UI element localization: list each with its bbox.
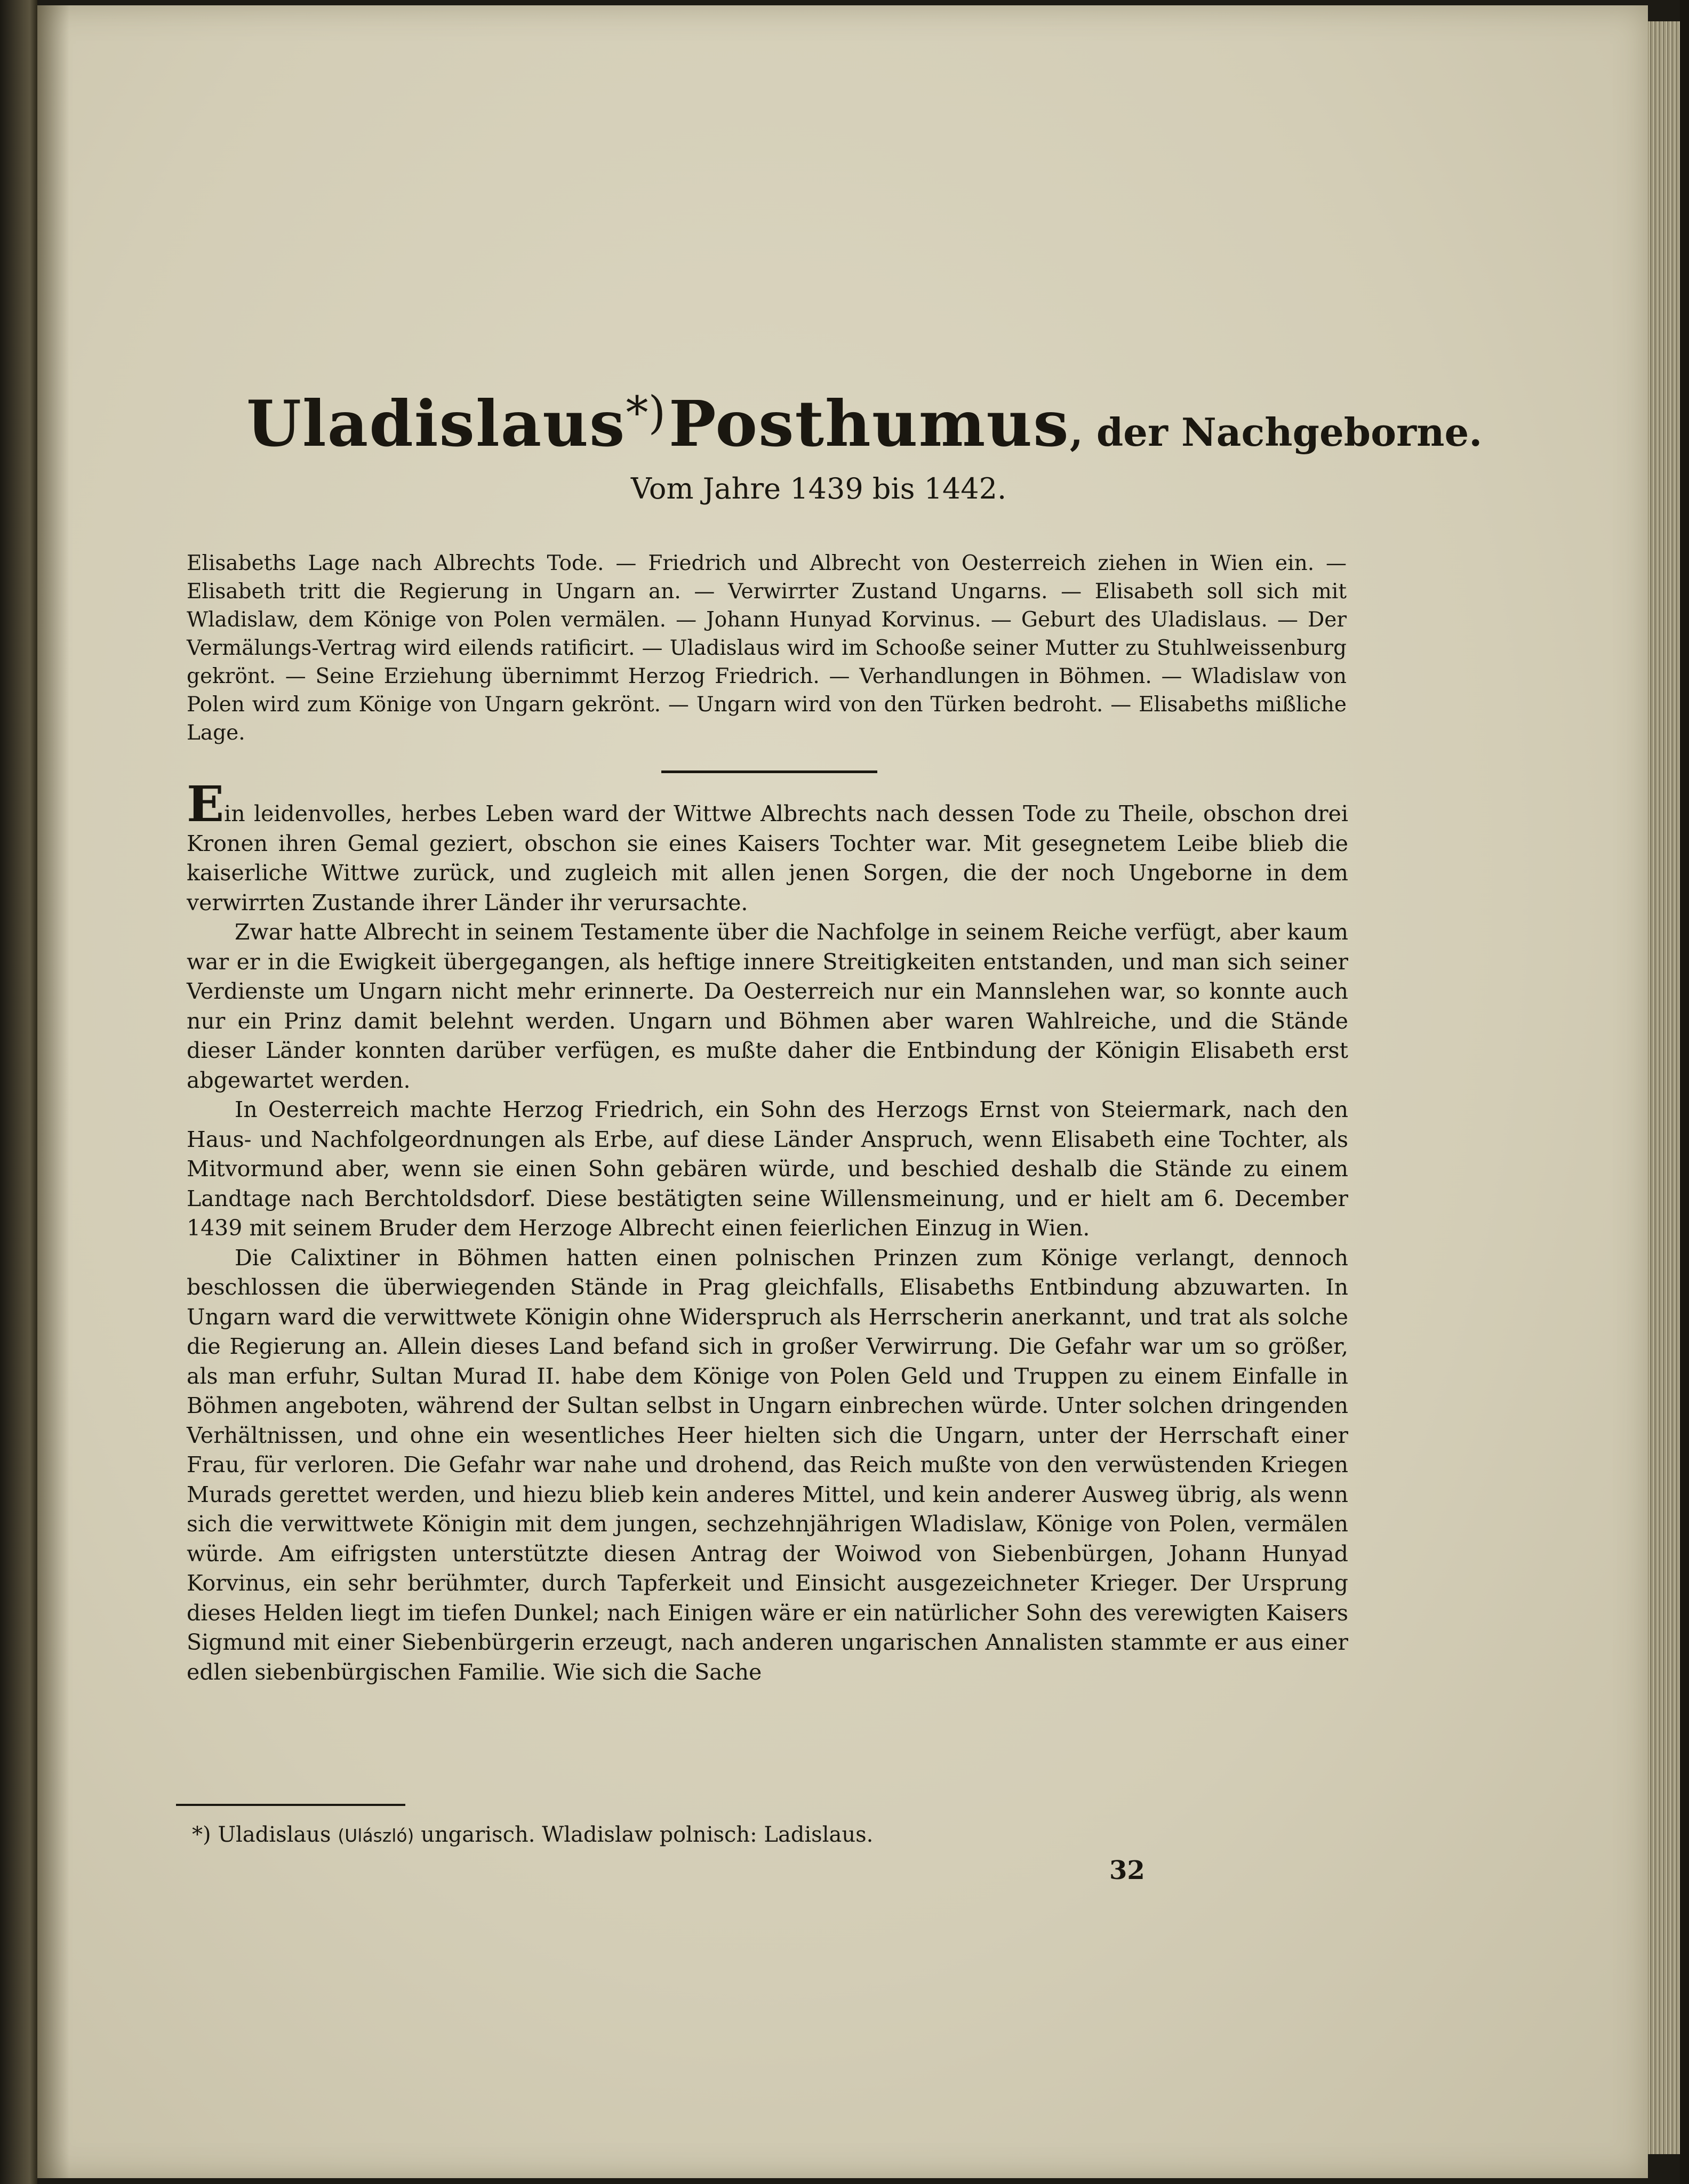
title-name: Posthumus: [668, 387, 1070, 461]
footnote-divider: [176, 1804, 405, 1806]
body-text: [187, 775, 1348, 1687]
edge-shadow: [1680, 0, 1689, 2184]
footnote: [192, 1822, 1099, 1847]
paragraph-1-text: in leidenvolles, herbes Leben ward der Wittwe Albrechts nach dessen Tode zu Theile, obschon drei Kronen ihren Gemal geziert, obschon sie eines Kaisers Tochter war. Mit gesegnetem Leibe blieb die kaiserliche Wittwe zurück, und zugleich mit allen jenen Sorgen, die der noch Ungeborne in dem verwirrten Zustande ihrer Länder ihr verursachte.: [187, 801, 1348, 916]
paragraph-4: Die Calixtiner in Böhmen hatten einen polnischen Prinzen zum Könige verlangt, dennoch beschlossen die überwiegenden Stände in Prag gleichfalls, Elisabeths Entbindung abzuwarten. In Ungarn ward die verwittwete Königin ohne Widerspruch als Herrscherin anerkannt, und trat als solche die Regierung an. Allein dieses Land befand sich in großer Verwirrung. Die Gefahr war um so größer, als man erfuhr, Sultan Murad II. habe dem Könige von Polen Geld und Truppen zu einem Einfalle in Böhmen angeboten, während der Sultan selbst in Ungarn einbrechen würde. Unter solchen dringenden Verhältnissen, und ohne ein wesentliches Heer hielten sich die Ungarn, unter der Herrschaft einer Frau, für verloren. Die Gefahr war nahe und drohend, das Reich mußte von den verwüstenden Kriegen Murads gerettet werden, und hiezu blieb kein anderes Mittel, und kein anderer Ausweg übrig, als wenn sich die verwittwete Königin mit dem jungen, sechzehnjährigen Wladislaw, Könige von Polen, vermälen würde. Am eifrigsten unterstützte diesen Antrag der Woiwod von Siebenbürgen, Johann Hunyad Korvinus, ein sehr berühmter, durch Tapferkeit und Einsicht ausgezeichneter Krieger. Der Ursprung dieses Helden liegt im tiefen Dunkel; nach Einigen wäre er ein natürlicher Sohn des verewigten Kaisers Sigmund mit einer Siebenbürgerin erzeugt, nach anderen ungarischen Annalisten stammte er aus einer edlen siebenbürgischen Familie. Wie sich die Sache: [187, 1244, 1348, 1685]
page-number: 32: [1109, 1856, 1145, 1885]
facing-page-edge: [0, 0, 37, 2184]
footnote-name-la: Ladislaus.: [764, 1822, 874, 1847]
footnote-name-hu: (Ulászló): [338, 1825, 414, 1846]
footnote-marker-ref: *): [192, 1822, 211, 1847]
chapter-title: [246, 387, 1483, 461]
title-suffix: , der Nachgeborne.: [1069, 410, 1483, 455]
paragraph-3: In Oesterreich machte Herzog Friedrich, ein Sohn des Herzogs Ernst von Steiermark, nach den Haus- und Nachfolgeordnungen als Erbe, auf diese Länder Anspruch, wenn Elisabeth eine Tochter, als Mitvormund aber, wenn sie einen Sohn gebären würde, und beschied deshalb die Stände zu einem Landtage nach Berchtoldsdorf. Diese bestätigten seine Willensmeinung, und er hielt am 6. December 1439 mit seinem Bruder dem Herzoge Albrecht einen feierlichen Einzug in Wien.: [187, 1097, 1348, 1241]
footnote-text-hu: ungarisch.: [421, 1822, 535, 1847]
title-main: Uladislaus: [246, 387, 626, 461]
footnote-text-pl: polnisch:: [659, 1822, 757, 1847]
footnote-name: Uladislaus: [218, 1822, 331, 1847]
chapter-years: Vom Jahre 1439 bis 1442.: [630, 472, 1007, 505]
initial-letter: E: [187, 775, 225, 833]
paragraph-1: [187, 775, 1348, 918]
footnote-name-pl: Wladislaw: [542, 1822, 653, 1847]
paragraph-2: Zwar hatte Albrecht in seinem Testamente über die Nachfolge in seinem Reiche verfügt, aber kaum war er in die Ewigkeit übergegangen, als heftige innere Streitigkeiten entstanden, und man sich seiner Verdienste um Ungarn nicht mehr erinnerte. Da Oesterreich nur ein Mannslehen war, so konnte auch nur ein Prinz damit belehnt werden. Ungarn und Böhmen aber waren Wahlreiche, und die Stände dieser Länder konnten darüber verfügen, es mußte daher die Entbindung der Königin Elisabeth erst abgewartet werden.: [187, 919, 1348, 1093]
chapter-summary: Elisabeths Lage nach Albrechts Tode. — Friedrich und Albrecht von Oesterreich ziehen in Wien ein. — Elisabeth tritt die Regierung in Ungarn an. — Verwirrter Zustand Ungarns. — Elisabeth soll sich mit Wladislaw, dem Könige von Polen vermälen. — Johann Hunyad Korvinus. — Geburt des Uladislaus. — Der Vermälungs-Vertrag wird eilends ratificirt. — Uladislaus wird im Schooße seiner Mutter zu Stuhlweissenburg gekrönt. — Seine Erziehung übernimmt Herzog Friedrich. — Verhandlungen in Böhmen. — Wladislaw von Polen wird zum Könige von Ungarn gekrönt. — Ungarn wird von den Türken bedroht. — Elisabeths mißliche Lage.: [187, 551, 1347, 745]
page-gutter: [37, 5, 69, 2178]
footnote-marker: *): [626, 387, 666, 439]
stacked-page-edges: [1648, 21, 1680, 2154]
section-divider: [661, 770, 877, 773]
